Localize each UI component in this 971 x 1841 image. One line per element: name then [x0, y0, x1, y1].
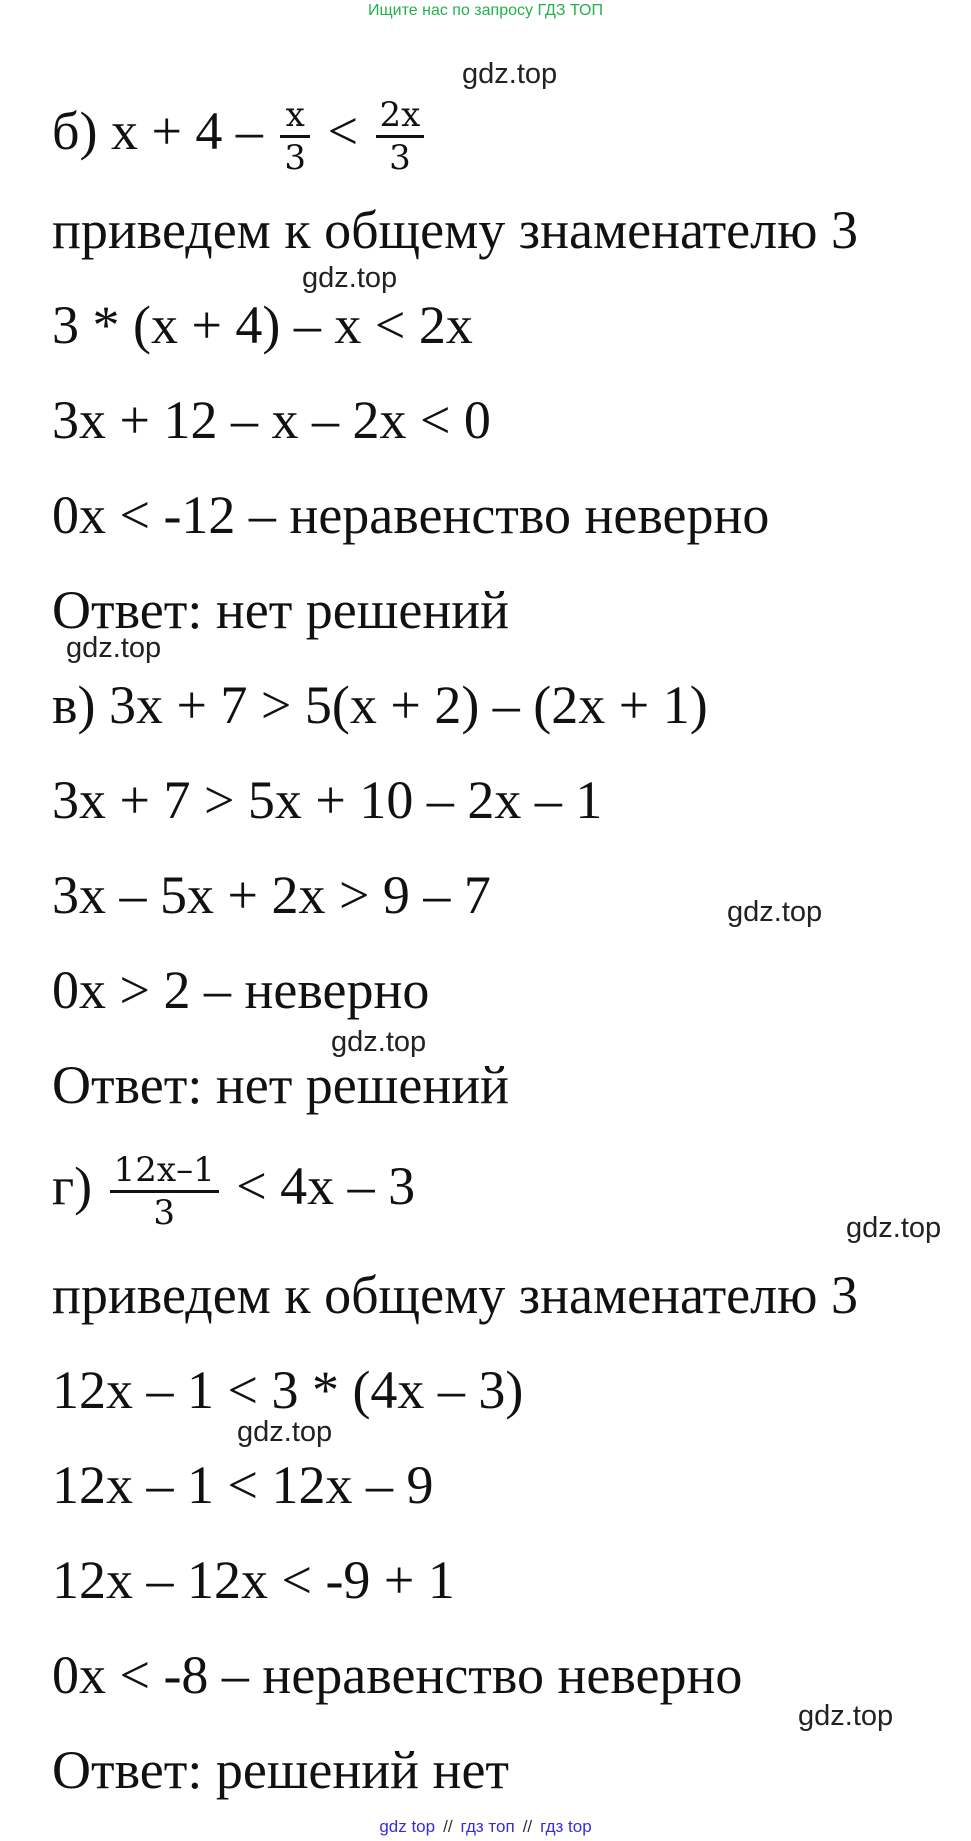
watermark: gdz.top: [846, 1212, 942, 1244]
watermark: gdz.top: [798, 1700, 894, 1732]
solution-line: 0x > 2 – неверно: [52, 960, 430, 1020]
less-than-sign: <: [327, 100, 359, 161]
watermark: gdz.top: [331, 1026, 427, 1058]
watermark: gdz.top: [66, 632, 162, 664]
part-b-prefix: б) x + 4 –: [52, 100, 263, 161]
footer-links: [0, 1817, 971, 1837]
top-banner[interactable]: Ищите нас по запросу ГДЗ ТОП: [368, 2, 603, 19]
fraction-denominator: 3: [389, 138, 411, 178]
answer-line: Ответ: решений нет: [52, 1740, 510, 1800]
fraction-12x-1-over-3: [110, 1150, 219, 1233]
fraction-2x-over-3: [376, 95, 425, 178]
part-g-problem: [52, 1150, 415, 1233]
part-g-prefix: г): [52, 1155, 93, 1216]
solution-line: 12x – 1 < 12x – 9: [52, 1455, 434, 1515]
footer-link-gdz-top-ru[interactable]: гдз топ: [460, 1817, 515, 1836]
watermark: gdz.top: [727, 896, 823, 928]
part-v-problem: в) 3x + 7 > 5(x + 2) – (2x + 1): [52, 675, 708, 735]
fraction-numerator: x: [280, 95, 310, 138]
footer-link-gdz-top-mixed[interactable]: гдз top: [540, 1817, 592, 1836]
part-b-problem: [52, 95, 428, 178]
solution-line: 0x < -12 – неравенство неверно: [52, 485, 770, 545]
solution-line: приведем к общему знаменателю 3: [52, 200, 858, 260]
part-g-suffix: < 4x – 3: [236, 1155, 416, 1216]
watermark: gdz.top: [237, 1416, 333, 1448]
answer-line: Ответ: нет решений: [52, 580, 510, 640]
answer-line: Ответ: нет решений: [52, 1055, 510, 1115]
fraction-denominator: 3: [284, 138, 307, 178]
solution-line: приведем к общему знаменателю 3: [52, 1265, 858, 1325]
solution-line: 3 * (x + 4) – x < 2x: [52, 295, 473, 355]
fraction-denominator: 3: [153, 1193, 175, 1233]
fraction-numerator: 2x: [376, 95, 425, 138]
fraction-x-over-3: [280, 95, 310, 178]
solution-line: 12x – 1 < 3 * (4x – 3): [52, 1360, 524, 1420]
solution-line: 3x + 12 – x – 2x < 0: [52, 390, 491, 450]
solution-line: 3x + 7 > 5x + 10 – 2x – 1: [52, 770, 603, 830]
watermark: gdz.top: [462, 58, 558, 90]
fraction-numerator: 12x–1: [110, 1150, 219, 1193]
footer-link-gdz-top[interactable]: gdz top: [379, 1817, 436, 1836]
solution-line: 3x – 5x + 2x > 9 – 7: [52, 865, 491, 925]
solution-line: 12x – 12x < -9 + 1: [52, 1550, 455, 1610]
solution-line: 0x < -8 – неравенство неверно: [52, 1645, 743, 1705]
footer-separator: //: [443, 1817, 453, 1836]
footer-separator: //: [522, 1817, 533, 1836]
watermark: gdz.top: [302, 262, 398, 294]
